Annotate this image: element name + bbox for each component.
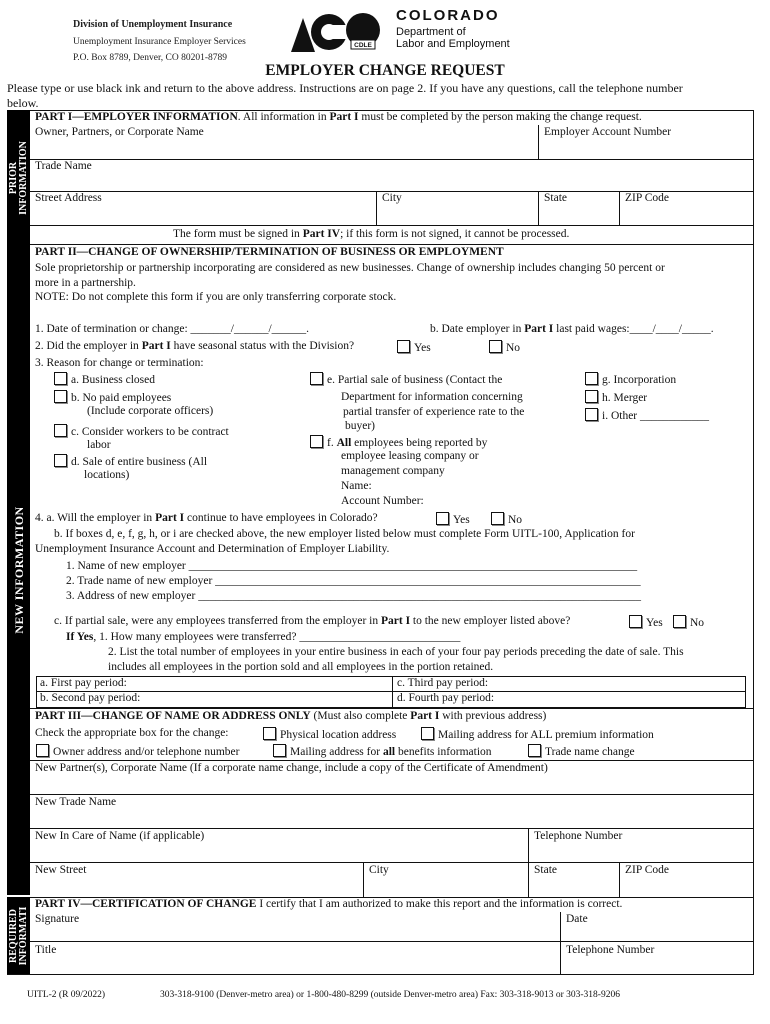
state-label: State [544,192,567,204]
reason-i-checkbox[interactable] [585,408,598,421]
state-name: COLORADO [396,7,500,24]
q1b-last-paid-wages: b. Date employer in Part I last paid wages:____/____/_____. [430,323,714,335]
divider [30,244,754,245]
new-trade-name-label: New Trade Name [35,796,117,808]
second-pay-period[interactable]: b. Second pay period: [40,692,141,704]
certifier-phone-field[interactable] [566,958,748,972]
division-name: Division of Unemployment Insurance [73,19,233,30]
reason-e: e. Partial sale of business (Contact the [310,372,502,386]
divider [376,191,377,225]
divider [528,828,529,862]
new-zip-field[interactable] [625,879,748,895]
reason-f-name-label: Name: [341,480,372,492]
if-yes-list-line-1: 2. List the total number of employees in your entire business in each of your four pay periods preceding the date of sale. This [108,646,684,658]
new-phone-label: Telephone Number [534,830,623,842]
title-field[interactable] [40,958,554,972]
part3-heading: PART III—CHANGE OF NAME OR ADDRESS ONLY [35,710,311,722]
q4c-no-checkbox[interactable] [673,615,686,628]
colorado-logo [289,10,381,54]
account-number-field[interactable] [544,140,749,158]
new-city-field[interactable] [369,879,523,895]
owner-name-field[interactable] [40,140,534,158]
part4-header: PART IV—CERTIFICATION OF CHANGE I certify that I am authorized to make this report and the information is correct. [35,898,623,910]
option-trade-name: Trade name change [528,744,635,758]
q4c-yes-checkbox[interactable] [629,615,642,628]
physical-location-checkbox[interactable] [263,727,276,740]
first-pay-period[interactable]: a. First pay period: [40,677,127,689]
trade-name-change-checkbox[interactable] [528,744,541,757]
new-employer-name-line[interactable]: 1. Name of new employer ______________________________________________________________________________ [66,560,638,572]
zip-field[interactable] [625,207,749,223]
reason-d: d. Sale of entire business (All [54,454,207,468]
q4a-no-checkbox[interactable] [491,512,504,525]
new-state-field[interactable] [534,879,614,895]
reason-f-line-2: employee leasing company or [341,450,479,462]
reason-h-checkbox[interactable] [585,390,598,403]
zip-label: ZIP Code [625,192,669,204]
q4a-yes-option: Yes [436,512,470,526]
signature-field[interactable] [40,927,554,941]
q1-termination-date: 1. Date of termination or change: _______/______/______. [35,323,310,335]
divider [528,862,529,897]
side-prior-1: PRIOR [7,161,19,194]
part2-para-line-1: Sole proprietorship or partnership incorporating are considered as new businesses. Change of ownership includes changing 50 percent or [35,262,665,274]
agency-address-block [73,17,246,67]
reason-h: h. Merger [585,390,647,404]
reason-g: g. Incorporation [585,372,676,386]
signature-label: Signature [35,913,80,925]
pay-period-table [36,676,746,708]
reason-e-line-2: Department for information concerning [341,391,523,403]
third-pay-period[interactable]: c. Third pay period: [397,677,489,689]
divider [30,760,754,761]
q2-no-checkbox[interactable] [489,340,502,353]
part2-heading: PART II—CHANGE OF OWNERSHIP/TERMINATION OF BUSINESS OR EMPLOYMENT [35,246,504,258]
reason-b-detail: (Include corporate officers) [87,405,214,417]
divider [30,828,754,829]
side-prior-2: INFORMATION [17,140,29,215]
street-address-label: Street Address [35,192,102,204]
reason-d-checkbox[interactable] [54,454,67,467]
new-trade-name-field[interactable] [40,811,748,827]
reason-i: i. Other ____________ [585,408,709,422]
side-required-1: REQUIRED [7,908,19,963]
frame-bottom [7,974,754,975]
reason-e-line-3: partial transfer of experience rate to the [343,406,525,418]
new-zip-label: ZIP Code [625,864,669,876]
mailing-benefits-checkbox[interactable] [273,744,286,757]
divider [30,225,754,226]
new-phone-field[interactable] [534,845,748,861]
q4b-line-2: Unemployment Insurance Account and Determination of Employer Liability. [35,543,390,555]
reason-a-checkbox[interactable] [54,372,67,385]
q4c-yes-option: Yes [629,615,663,629]
side-required-2: INFORMATI [17,906,29,965]
side-label-new [7,245,30,895]
certifier-phone-label: Telephone Number [566,944,655,956]
divider [538,125,539,159]
logo-badge-text: CDLE [354,42,372,49]
account-number-label: Employer Account Number [544,126,672,138]
if-yes-list-line-2: includes all employees in the portion sold and all employees in the portion retained. [108,661,494,673]
new-street-field[interactable] [40,879,358,895]
street-address-field[interactable] [40,207,370,223]
part4-heading: PART IV—CERTIFICATION OF CHANGE [35,898,257,910]
part1-header: PART I—EMPLOYER INFORMATION. All information in Part I must be completed by the person making the change request. [35,111,642,123]
reason-e-line-4: buyer) [345,420,376,432]
new-employer-trade-line[interactable]: 2. Trade name of new employer __________________________________________________________________________ [66,575,641,587]
part2-note: NOTE: Do not complete this form if you are only transferring corporate stock. [35,291,397,303]
part2-para-line-2: more in a partnership. [35,277,136,289]
q3-reason-label: 3. Reason for change or termination: [35,357,204,369]
q4b-line-1: b. If boxes d, e, f, g, h, or i are checked above, the new employer listed below must complete Form UITL-100, Application for [54,528,635,540]
divider [30,862,754,863]
q4c-partial-sale: c. If partial sale, were any employees transferred from the employer in Part I to the new employer listed above? [54,615,571,627]
divider [560,912,561,974]
city-label: City [382,192,402,204]
mailing-address: P.O. Box 8789, Denver, CO 80201-8789 [73,53,227,63]
reason-f-account-label: Account Number: [341,495,424,507]
date-field[interactable] [566,927,748,941]
q4a-continue-employees: 4. a. Will the employer in Part I continue to have employees in Colorado? [35,512,378,524]
divider [36,691,745,692]
side-label-prior [7,110,30,245]
instructions-text: Please type or use black ink and return to the above address. Instructions are on page 2. If you have any questions, call the telephone number below. [7,81,683,110]
owner-name-label: Owner, Partners, or Corporate Name [35,126,204,138]
reason-b-checkbox[interactable] [54,390,67,403]
trade-name-field[interactable] [40,174,740,190]
new-partner-field[interactable] [40,777,748,793]
reason-d-detail: locations) [84,469,130,481]
dept-line-1: Department of [396,25,466,38]
department-wordmark [396,7,510,51]
q2-seasonal-status: 2. Did the employer in Part I have seasonal status with the Division? [35,340,355,352]
date-label: Date [566,913,588,925]
reason-f-line-3: management company [341,465,445,477]
trade-name-label: Trade Name [35,160,92,172]
q2-no-option: No [489,340,520,354]
new-state-label: State [534,864,557,876]
reason-g-checkbox[interactable] [585,372,598,385]
divider [392,676,393,707]
divider [30,159,754,160]
divider [538,191,539,225]
reason-a: a. Business closed [54,372,155,386]
reason-e-checkbox[interactable] [310,372,323,385]
side-label-required [7,897,30,974]
option-mailing-benefits: Mailing address for all benefits information [273,744,492,758]
divider [619,862,620,897]
reason-b: b. No paid employees [54,390,171,404]
services-name: Unemployment Insurance Employer Services [73,36,246,47]
title-label: Title [35,944,57,956]
state-field[interactable] [544,207,614,223]
reason-f: f. All employees being reported by [310,435,487,449]
side-new: NEW INFORMATION [11,506,26,634]
q2-yes-option: Yes [397,340,431,354]
new-street-label: New Street [35,864,87,876]
option-mailing-premium: Mailing address for ALL premium information [421,727,654,741]
divider [30,794,754,795]
city-field[interactable] [382,207,532,223]
q4a-no-option: No [491,512,522,526]
if-yes-transferred: If Yes, 1. How many employees were transferred? ____________________________ [66,631,461,643]
reason-c: c. Consider workers to be contract [54,424,229,438]
q2-yes-checkbox[interactable] [397,340,410,353]
mailing-premium-checkbox[interactable] [421,727,434,740]
q4a-yes-checkbox[interactable] [436,512,449,525]
footer-contacts: 303-318-9100 (Denver-metro area) or 1-800-480-8299 (outside Denver-metro area) Fax: 303-318-9013 or 303-318-9206 [160,990,620,1000]
reason-c-checkbox[interactable] [54,424,67,437]
owner-address-checkbox[interactable] [36,744,49,757]
divider [30,708,754,709]
divider [30,941,754,942]
divider [619,191,620,225]
part1-heading: PART I—EMPLOYER INFORMATION [35,111,238,123]
form-title: EMPLOYER CHANGE REQUEST [265,62,505,79]
new-employer-address-line[interactable]: 3. Address of new employer _____________________________________________________________________________ [66,590,641,602]
signature-required-note: The form must be signed in Part IV; if this form is not signed, it cannot be processed. [173,228,570,240]
reason-f-checkbox[interactable] [310,435,323,448]
new-care-of-field[interactable] [40,845,522,861]
new-partner-label: New Partner(s), Corporate Name (If a corporate name change, include a copy of the Certificate of Amendment) [35,762,548,774]
divider [363,862,364,897]
q4c-no-option: No [673,615,704,629]
option-physical-location: Physical location address [263,727,396,741]
dept-line-2: Labor and Employment [396,38,510,50]
part3-header: PART III—CHANGE OF NAME OR ADDRESS ONLY (Must also complete Part I with previous address) [35,710,547,722]
option-owner-address: Owner address and/or telephone number [36,744,240,758]
frame-right [753,110,754,974]
new-care-of-label: New In Care of Name (if applicable) [35,830,205,842]
fourth-pay-period[interactable]: d. Fourth pay period: [397,692,495,704]
part3-check-label: Check the appropriate box for the change: [35,727,229,739]
new-city-label: City [369,864,389,876]
reason-c-detail: labor [87,439,111,451]
form-id: UITL-2 (R 09/2022) [27,990,106,1000]
